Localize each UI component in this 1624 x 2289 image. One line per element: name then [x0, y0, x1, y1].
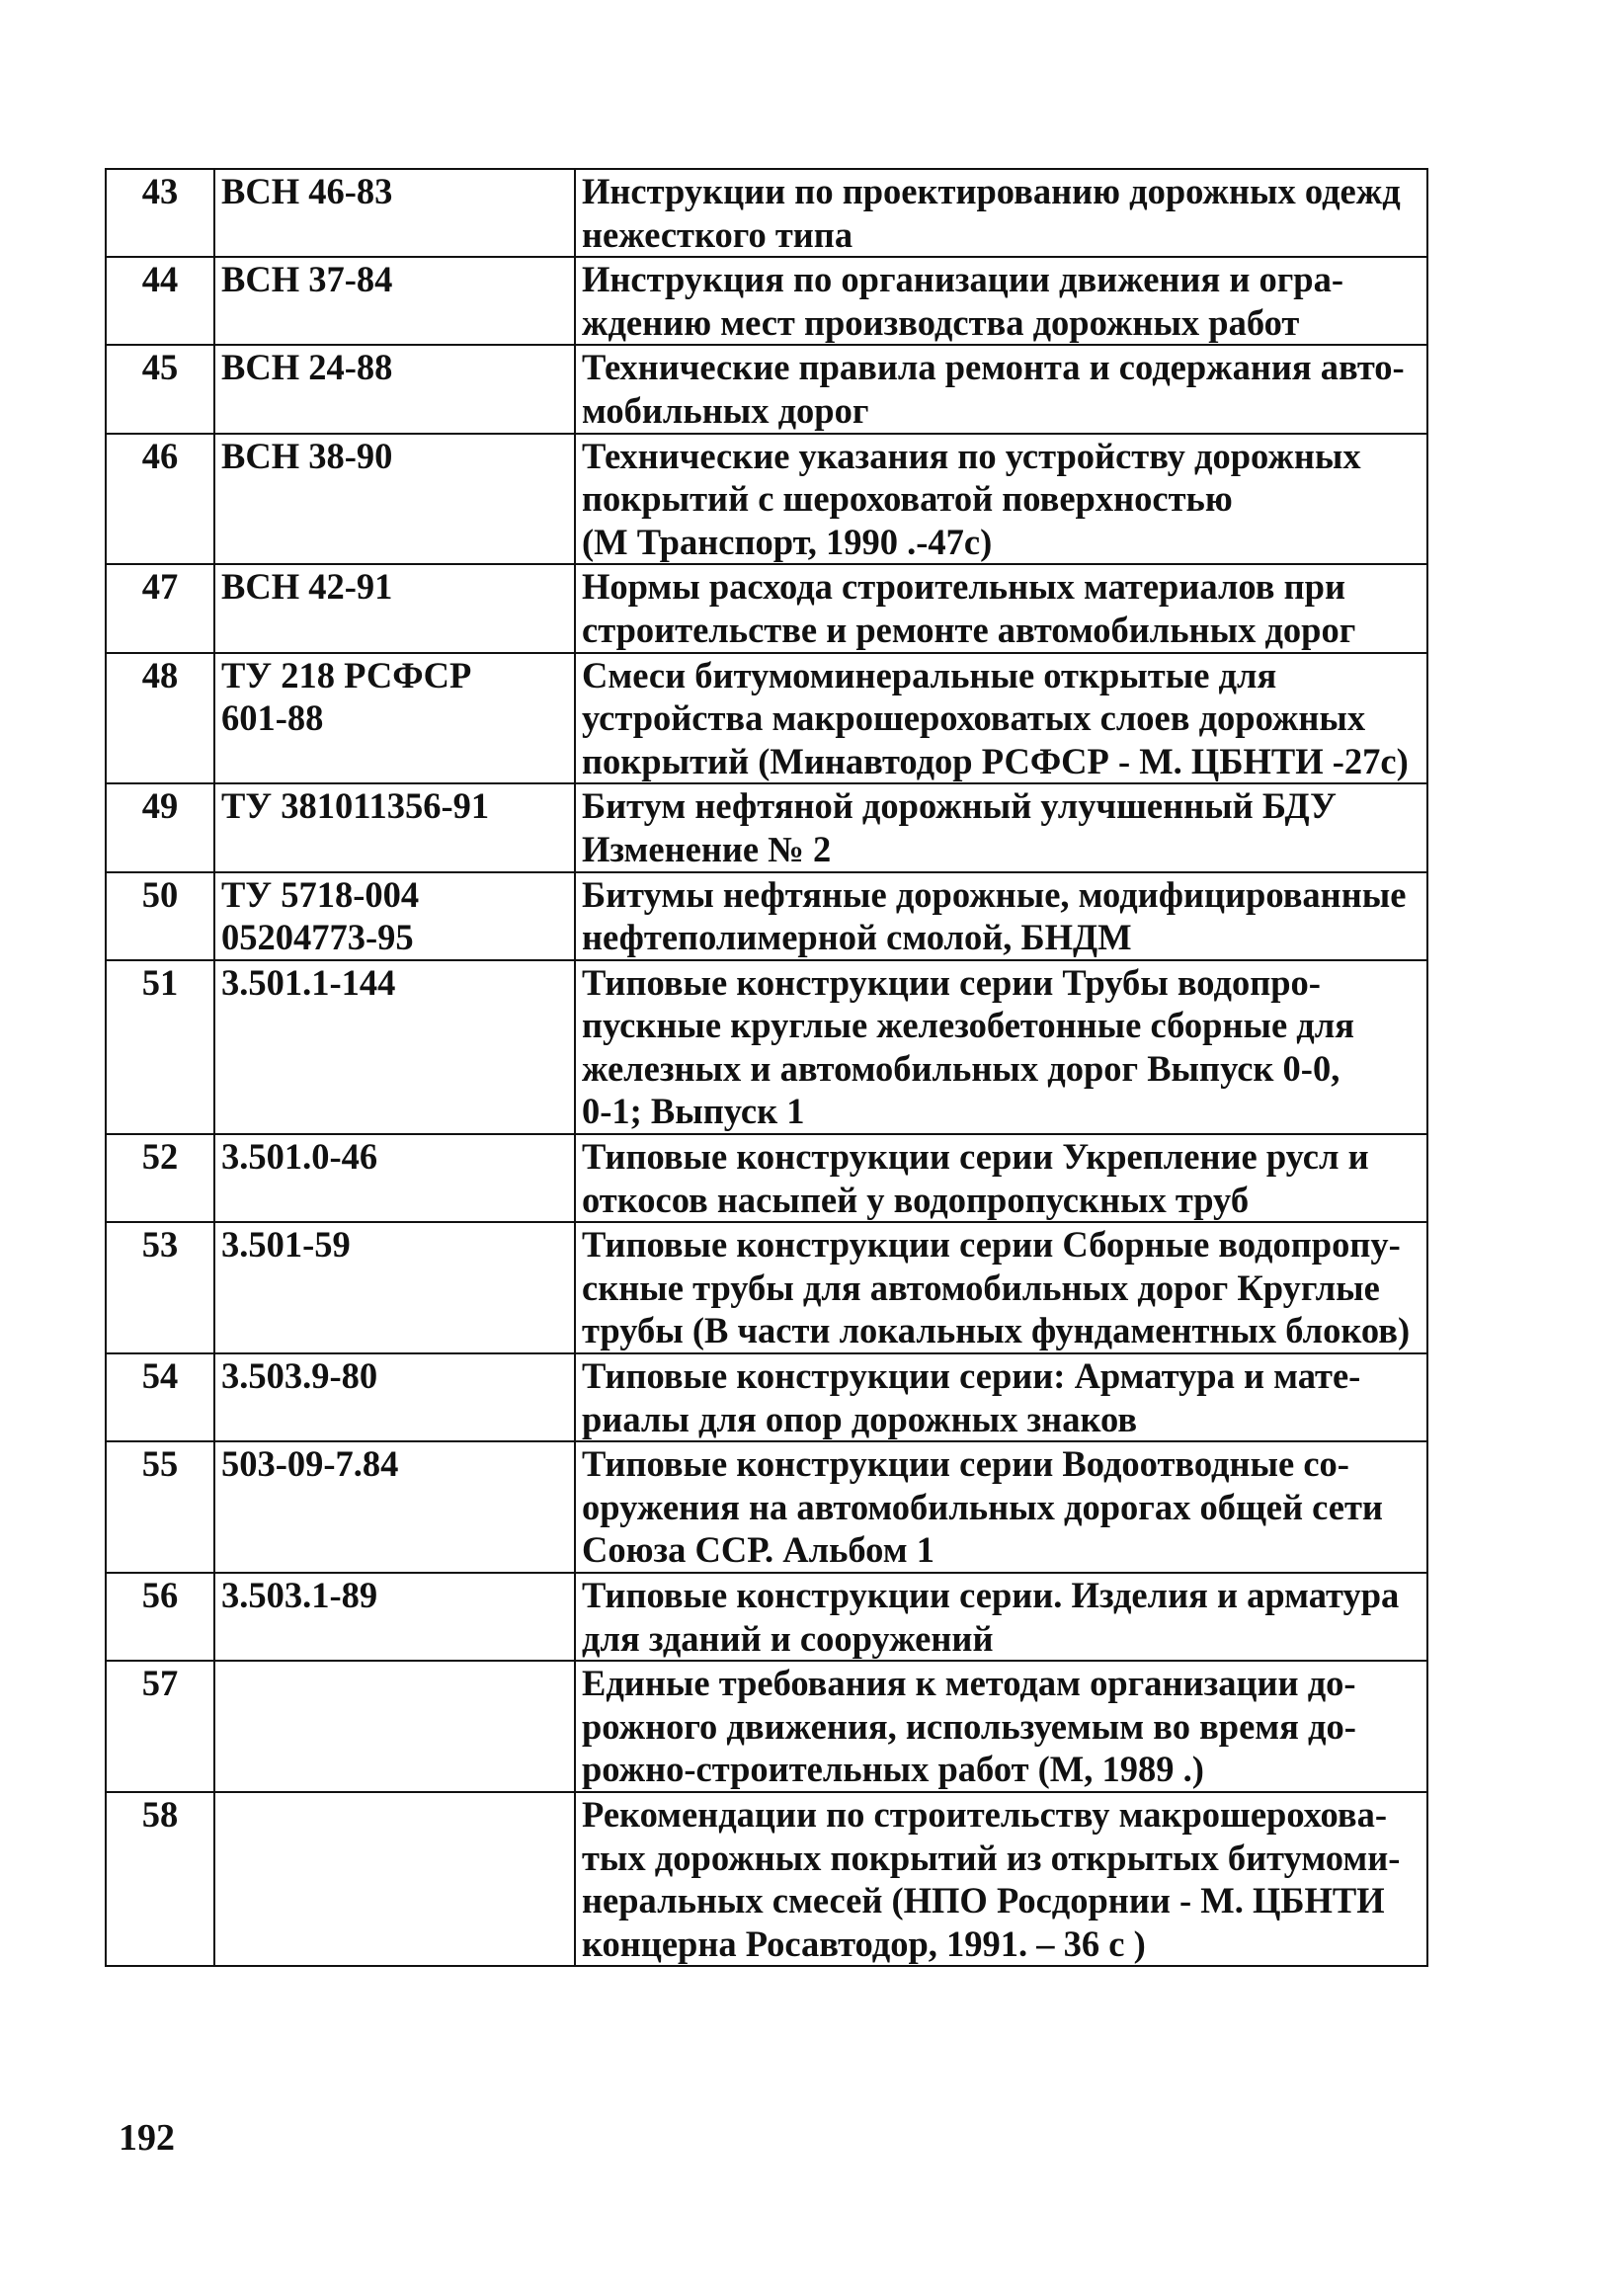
document-title-line: Инструкции по проектированию дорожных одежд — [582, 171, 1401, 211]
document-code-cell — [214, 1353, 575, 1441]
row-number-cell: 57 — [106, 1661, 214, 1792]
document-title-cell — [575, 1661, 1427, 1792]
document-code-cell — [214, 434, 575, 565]
document-title-cell — [575, 872, 1427, 960]
table-row — [106, 257, 1427, 345]
document-title-cell — [575, 257, 1427, 345]
document-title-line: 0-1; Выпуск 1 — [582, 1091, 805, 1132]
document-title-line: пускные круглые железобетонные сборные для — [582, 1005, 1354, 1046]
row-number-cell: 58 — [106, 1792, 214, 1966]
document-code-cell — [214, 1441, 575, 1573]
references-table — [105, 168, 1428, 1967]
row-number-cell: 47 — [106, 564, 214, 652]
document-title-line: Типовые конструкции серии. Изделия и арматура — [582, 1575, 1400, 1615]
row-number-cell: 48 — [106, 653, 214, 784]
document-title-cell — [575, 1441, 1427, 1573]
document-code-line: 3.501.0-46 — [221, 1136, 378, 1178]
document-code-line: 3.503.1-89 — [221, 1575, 378, 1615]
row-number-cell: 52 — [106, 1134, 214, 1222]
document-title-line: трубы (В части локальных фундаментных блоков) — [582, 1310, 1411, 1351]
document-title-line: нежесткого типа — [582, 213, 853, 255]
table-row — [106, 653, 1427, 784]
document-title-line: Битумы нефтяные дорожные, модифицированные — [582, 873, 1407, 915]
document-title-line: нефтеполимерной смолой, БНДМ — [582, 917, 1132, 958]
row-number-cell: 50 — [106, 872, 214, 960]
document-title-cell — [575, 1222, 1427, 1353]
document-title-line: скные трубы для автомобильных дорог Круглые — [582, 1267, 1380, 1308]
document-code-cell — [214, 1222, 575, 1353]
document-title-line: Типовые конструкции серии Трубы водопро- — [582, 961, 1321, 1003]
document-title-line: для зданий и сооружений — [582, 1617, 994, 1659]
document-code-line: 503-09-7.84 — [221, 1443, 399, 1485]
document-title-cell — [575, 1792, 1427, 1966]
document-title-cell — [575, 1134, 1427, 1222]
document-title-line: Битум нефтяной дорожный улучшенный БДУ — [582, 785, 1337, 827]
row-number-cell: 45 — [106, 345, 214, 433]
document-code-cell — [214, 257, 575, 345]
document-title-line: покрытий с шероховатой поверхностью — [582, 478, 1233, 520]
table-row — [106, 1222, 1427, 1353]
row-number-cell: 55 — [106, 1441, 214, 1573]
document-title-line: устройства макрошероховатых слоев дорожных — [582, 697, 1366, 739]
document-title-line: Нормы расхода строительных материалов при — [582, 566, 1345, 608]
document-code-line: ВСН 38-90 — [221, 435, 393, 476]
document-title-cell — [575, 1573, 1427, 1661]
table-row — [106, 169, 1427, 257]
table-row — [106, 434, 1427, 565]
document-code-cell — [214, 345, 575, 433]
row-number-cell: 51 — [106, 960, 214, 1134]
row-number-cell: 46 — [106, 434, 214, 565]
document-code-cell — [214, 960, 575, 1134]
document-title-line: Типовые конструкции серии: Арматура и мате- — [582, 1355, 1361, 1397]
table-row — [106, 1661, 1427, 1792]
page-number: 192 — [119, 2117, 175, 2159]
document-code-cell — [214, 653, 575, 784]
document-title-cell — [575, 653, 1427, 784]
document-code-cell — [214, 564, 575, 652]
table-row — [106, 1353, 1427, 1441]
table-row — [106, 783, 1427, 871]
table-row — [106, 345, 1427, 433]
document-title-line: железных и автомобильных дорог Выпуск 0-0, — [582, 1047, 1340, 1089]
document-code-line: ВСН 37-84 — [221, 259, 393, 300]
document-title-line: Союза ССР. Альбом 1 — [582, 1529, 934, 1571]
document-code-line: ТУ 5718-004 — [221, 873, 420, 915]
table-row — [106, 564, 1427, 652]
document-code-line: 601-88 — [221, 697, 324, 739]
document-title-line: рожного движения, используемым во время до- — [582, 1705, 1356, 1747]
document-title-cell — [575, 345, 1427, 433]
document-title-line: Типовые конструкции серии Укрепление русл и — [582, 1136, 1369, 1178]
document-title-line: рожно-строительных работ (М, 1989 .) — [582, 1749, 1204, 1790]
document-title-line: откосов насыпей у водопропускных труб — [582, 1179, 1250, 1220]
document-code-cell — [214, 1134, 575, 1222]
document-title-line: неральных смесей (НПО Росдорнии - М. ЦБНТИ — [582, 1880, 1385, 1921]
document-code-line: 3.501-59 — [221, 1224, 351, 1266]
row-number-cell: 49 — [106, 783, 214, 871]
document-title-line: риалы для опор дорожных знаков — [582, 1398, 1138, 1439]
table-row — [106, 872, 1427, 960]
document-title-line: Единые требования к методам организации до- — [582, 1663, 1356, 1704]
document-title-line: тых дорожных покрытий из открытых битумоми- — [582, 1837, 1401, 1878]
document-title-line: Смеси битумоминеральные открытые для — [582, 654, 1277, 695]
document-code-cell — [214, 1573, 575, 1661]
document-title-line: Рекомендации по строительству макрошерохова- — [582, 1793, 1387, 1835]
document-code-line: ТУ 381011356-91 — [221, 785, 490, 827]
document-title-cell — [575, 1353, 1427, 1441]
document-title-line: концерна Росавтодор, 1991. – 36 с ) — [582, 1922, 1146, 1964]
table-row — [106, 960, 1427, 1134]
document-code-line: ТУ 218 РСФСР — [221, 654, 472, 695]
table-row — [106, 1573, 1427, 1661]
document-title-cell — [575, 783, 1427, 871]
document-code-line: ВСН 46-83 — [221, 171, 393, 211]
table-row — [106, 1134, 1427, 1222]
row-number-cell: 44 — [106, 257, 214, 345]
document-title-line: мобильных дорог — [582, 389, 869, 431]
document-code-line: 05204773-95 — [221, 917, 414, 958]
document-code-line: ВСН 42-91 — [221, 566, 393, 608]
row-number-cell: 56 — [106, 1573, 214, 1661]
document-code-line: 3.501.1-144 — [221, 961, 396, 1003]
document-title-cell — [575, 960, 1427, 1134]
document-title-line: (М Транспорт, 1990 .-47с) — [582, 521, 993, 562]
document-title-line: Технические указания по устройству дорожных — [582, 435, 1361, 476]
document-code-cell — [214, 783, 575, 871]
document-code-cell — [214, 872, 575, 960]
document-title-line: оружения на автомобильных дорогах общей сети — [582, 1486, 1383, 1527]
document-code-cell — [214, 1792, 575, 1966]
row-number-cell: 53 — [106, 1222, 214, 1353]
document-title-line: покрытий (Минавтодор РСФСР - М. ЦБНТИ -27с) — [582, 740, 1409, 781]
document-code-cell — [214, 1661, 575, 1792]
document-title-cell — [575, 169, 1427, 257]
table-row — [106, 1441, 1427, 1573]
document-title-line: Инструкция по организации движения и огра- — [582, 259, 1344, 300]
document-code-cell — [214, 169, 575, 257]
document-title-line: Типовые конструкции серии Водоотводные со- — [582, 1443, 1349, 1485]
document-title-line: Типовые конструкции серии Сборные водопропу- — [582, 1224, 1401, 1266]
document-code-line: ВСН 24-88 — [221, 347, 393, 388]
row-number-cell: 54 — [106, 1353, 214, 1441]
document-title-line: Изменение № 2 — [582, 828, 832, 869]
table-row — [106, 1792, 1427, 1966]
document-title-line: Технические правила ремонта и содержания авто- — [582, 347, 1405, 388]
document-title-cell — [575, 564, 1427, 652]
document-title-line: ждению мест производства дорожных работ — [582, 301, 1300, 343]
document-title-line: строительстве и ремонте автомобильных дорог — [582, 609, 1356, 650]
document-title-cell — [575, 434, 1427, 565]
document-code-line: 3.503.9-80 — [221, 1355, 378, 1397]
row-number-cell: 43 — [106, 169, 214, 257]
references-table-body — [106, 169, 1427, 1966]
